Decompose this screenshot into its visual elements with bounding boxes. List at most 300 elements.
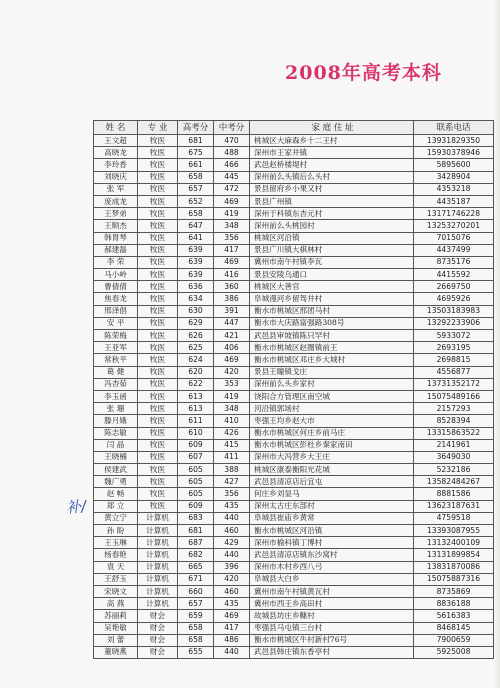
cell-major: 牧医: [138, 427, 178, 439]
table-row: [94, 135, 494, 147]
cell-gaokao: 660: [178, 585, 214, 597]
cell-major: 牧医: [138, 439, 178, 451]
table-row: [94, 561, 494, 573]
cell-name: 袁 天: [94, 561, 138, 573]
table-row: [94, 220, 494, 232]
cell-name: 韩胃琴: [94, 232, 138, 244]
table-row: [94, 415, 494, 427]
cell-address: 河沿镇郭场村: [250, 403, 414, 415]
table-row: [94, 646, 494, 658]
cell-zhongkao: 419: [214, 208, 250, 220]
table-row: [94, 512, 494, 524]
cell-name: 陈荣梅: [94, 330, 138, 342]
table-row: [94, 244, 494, 256]
table-row: [94, 281, 494, 293]
table-row: [94, 585, 494, 597]
cell-address: 深州太古庄东部村: [250, 500, 414, 512]
cell-zhongkao: 440: [214, 512, 250, 524]
cell-zhongkao: 420: [214, 573, 250, 585]
table-row: [94, 598, 494, 610]
cell-gaokao: 629: [178, 317, 214, 329]
cell-zhongkao: 469: [214, 610, 250, 622]
cell-name: 刘 蕾: [94, 634, 138, 646]
cell-phone: 4353218: [414, 183, 494, 195]
cell-major: 牧医: [138, 232, 178, 244]
cell-zhongkao: 469: [214, 256, 250, 268]
cell-address: 武邑赵桥楼堤村: [250, 159, 414, 171]
cell-name: 侯建武: [94, 464, 138, 476]
cell-zhongkao: 356: [214, 488, 250, 500]
cell-gaokao: 661: [178, 159, 214, 171]
cell-address: 武邑县清凉店镇东沙窝村: [250, 549, 414, 561]
cell-phone: 4695926: [414, 293, 494, 305]
cell-phone: 15075887316: [414, 573, 494, 585]
cell-gaokao: 657: [178, 183, 214, 195]
cell-major: 计算机: [138, 525, 178, 537]
cell-zhongkao: 469: [214, 354, 250, 366]
cell-zhongkao: 427: [214, 476, 250, 488]
cell-address: 深州前么头桃园村: [250, 220, 414, 232]
table-row: [94, 171, 494, 183]
cell-address: 衡水市桃城区邢团马村: [250, 305, 414, 317]
table-row: [94, 378, 494, 390]
cell-phone: 13731352172: [414, 378, 494, 390]
cell-gaokao: 687: [178, 537, 214, 549]
cell-major: 财会: [138, 646, 178, 658]
cell-zhongkao: 410: [214, 415, 250, 427]
table-row: [94, 476, 494, 488]
cell-name: 陈志敏: [94, 427, 138, 439]
cell-phone: 2141961: [414, 439, 494, 451]
cell-phone: 13393087955: [414, 525, 494, 537]
cell-zhongkao: 417: [214, 244, 250, 256]
cell-gaokao: 658: [178, 171, 214, 183]
cell-phone: 8528394: [414, 415, 494, 427]
cell-gaokao: 639: [178, 256, 214, 268]
cell-gaokao: 658: [178, 634, 214, 646]
cell-phone: 8881586: [414, 488, 494, 500]
cell-phone: 5925008: [414, 646, 494, 658]
cell-gaokao: 659: [178, 610, 214, 622]
cell-name: 马小岭: [94, 269, 138, 281]
cell-name: 黄立宁: [94, 512, 138, 524]
cell-gaokao: 657: [178, 598, 214, 610]
cell-major: 计算机: [138, 561, 178, 573]
cell-name: 葛 健: [94, 366, 138, 378]
cell-major: 牧医: [138, 476, 178, 488]
cell-phone: 2669750: [414, 281, 494, 293]
cell-address: 深州市大冯营乡大王庄: [250, 451, 414, 463]
cell-zhongkao: 396: [214, 561, 250, 573]
cell-address: 武邑县清凉店后宜屯: [250, 476, 414, 488]
cell-zhongkao: 406: [214, 342, 250, 354]
cell-major: 牧医: [138, 159, 178, 171]
cell-zhongkao: 419: [214, 390, 250, 402]
cell-name: 赵 畅: [94, 488, 138, 500]
table-row: [94, 500, 494, 512]
cell-address: 饶阳合方管理区南空城: [250, 390, 414, 402]
cell-major: 牧医: [138, 135, 178, 147]
header-gaokao-score: 高考分: [178, 121, 214, 135]
cell-phone: 3649030: [414, 451, 494, 463]
cell-major: 财会: [138, 610, 178, 622]
cell-zhongkao: 411: [214, 451, 250, 463]
cell-major: 牧医: [138, 378, 178, 390]
cell-zhongkao: 348: [214, 220, 250, 232]
cell-zhongkao: 435: [214, 500, 250, 512]
cell-gaokao: 681: [178, 135, 214, 147]
student-table: [93, 120, 494, 659]
cell-major: 计算机: [138, 537, 178, 549]
cell-address: 衡水市桃城区邓庄乡大城村: [250, 354, 414, 366]
header-name: 姓 名: [94, 121, 138, 135]
table-row: [94, 366, 494, 378]
table-row: [94, 293, 494, 305]
cell-zhongkao: 466: [214, 159, 250, 171]
cell-name: 孙 盼: [94, 525, 138, 537]
cell-phone: 13623187631: [414, 500, 494, 512]
table-row: [94, 159, 494, 171]
cell-zhongkao: 386: [214, 293, 250, 305]
cell-zhongkao: 388: [214, 464, 250, 476]
cell-address: 衡水市桃城区赵圈镇前王: [250, 342, 414, 354]
cell-address: 衡水市桃城区彭杜乡秦家南田: [250, 439, 414, 451]
cell-major: 牧医: [138, 305, 178, 317]
cell-phone: 8468145: [414, 622, 494, 634]
cell-phone: 13131899854: [414, 549, 494, 561]
cell-zhongkao: 415: [214, 439, 250, 451]
cell-address: 桃城区大善官: [250, 281, 414, 293]
cell-name: 张 珊: [94, 403, 138, 415]
cell-phone: 8735176: [414, 256, 494, 268]
page-title: 2008年高考本科: [285, 62, 442, 84]
cell-name: 滕月娥: [94, 415, 138, 427]
cell-address: 深州市木村乡西八弓: [250, 561, 414, 573]
cell-phone: 13582484267: [414, 476, 494, 488]
table-row: [94, 208, 494, 220]
cell-phone: 7015076: [414, 232, 494, 244]
cell-gaokao: 630: [178, 305, 214, 317]
cell-major: 牧医: [138, 464, 178, 476]
table-row: [94, 147, 494, 159]
cell-name: 常秋平: [94, 354, 138, 366]
cell-address: 景县广州镇: [250, 195, 414, 207]
cell-major: 牧医: [138, 342, 178, 354]
cell-address: 武邑县韩庄镇东香亭村: [250, 646, 414, 658]
cell-gaokao: 658: [178, 208, 214, 220]
cell-zhongkao: 445: [214, 171, 250, 183]
cell-address: 冀州市南午村镇李瓦: [250, 256, 414, 268]
cell-name: 刘晓庆: [94, 171, 138, 183]
cell-zhongkao: 435: [214, 598, 250, 610]
cell-major: 计算机: [138, 598, 178, 610]
table-header-row: [94, 121, 494, 135]
header-address: 家 庭 住 址: [250, 121, 414, 135]
cell-name: 王梦弟: [94, 208, 138, 220]
cell-gaokao: 675: [178, 147, 214, 159]
cell-address: 阜城漫河乡留驾井村: [250, 293, 414, 305]
table-row: [94, 427, 494, 439]
cell-address: 景县王瞳镇戈庄: [250, 366, 414, 378]
cell-zhongkao: 440: [214, 646, 250, 658]
cell-address: 桃城区河沿镇: [250, 232, 414, 244]
cell-phone: 8735869: [414, 585, 494, 597]
cell-gaokao: 671: [178, 573, 214, 585]
cell-major: 计算机: [138, 512, 178, 524]
cell-phone: 2693195: [414, 342, 494, 354]
cell-address: 深州前么头镇后么头村: [250, 171, 414, 183]
cell-address: 深州于科镇东杏元村: [250, 208, 414, 220]
cell-major: 牧医: [138, 269, 178, 281]
cell-gaokao: 665: [178, 561, 214, 573]
table-row: [94, 269, 494, 281]
cell-name: 苏丽莉: [94, 610, 138, 622]
table-row: [94, 330, 494, 342]
cell-name: 王晓楠: [94, 451, 138, 463]
cell-gaokao: 620: [178, 366, 214, 378]
cell-gaokao: 610: [178, 427, 214, 439]
cell-zhongkao: 440: [214, 549, 250, 561]
cell-zhongkao: 470: [214, 135, 250, 147]
cell-name: 张 军: [94, 183, 138, 195]
cell-zhongkao: 416: [214, 269, 250, 281]
cell-zhongkao: 360: [214, 281, 250, 293]
table-row: [94, 390, 494, 402]
cell-name: 李 荣: [94, 256, 138, 268]
cell-phone: 13132400109: [414, 537, 494, 549]
cell-name: 王亚军: [94, 342, 138, 354]
cell-gaokao: 639: [178, 269, 214, 281]
cell-name: 王舒玉: [94, 573, 138, 585]
cell-gaokao: 682: [178, 549, 214, 561]
cell-address: 冀州市西王乡高田村: [250, 598, 414, 610]
table-row: [94, 305, 494, 317]
table-row: [94, 256, 494, 268]
cell-gaokao: 611: [178, 415, 214, 427]
cell-major: 牧医: [138, 366, 178, 378]
cell-major: 牧医: [138, 256, 178, 268]
cell-gaokao: 609: [178, 500, 214, 512]
cell-phone: 13931829350: [414, 135, 494, 147]
table-row: [94, 622, 494, 634]
cell-gaokao: 647: [178, 220, 214, 232]
cell-name: 李玉函: [94, 390, 138, 402]
cell-major: 牧医: [138, 317, 178, 329]
table-body: [94, 135, 494, 659]
cell-zhongkao: 421: [214, 330, 250, 342]
cell-address: 景县留府乡小果又村: [250, 183, 414, 195]
cell-name: 郑 立: [94, 500, 138, 512]
cell-zhongkao: 420: [214, 366, 250, 378]
cell-major: 财会: [138, 634, 178, 646]
cell-zhongkao: 486: [214, 634, 250, 646]
cell-zhongkao: 460: [214, 585, 250, 597]
cell-phone: 13831870086: [414, 561, 494, 573]
cell-phone: 5895600: [414, 159, 494, 171]
cell-address: 枣强王均乡赵大市: [250, 415, 414, 427]
cell-phone: 5232186: [414, 464, 494, 476]
table-row: [94, 195, 494, 207]
cell-name: 王玉琳: [94, 537, 138, 549]
cell-name: 曹倩倩: [94, 281, 138, 293]
cell-address: 何庄乡刘显马: [250, 488, 414, 500]
cell-zhongkao: 417: [214, 622, 250, 634]
table-row: [94, 183, 494, 195]
cell-major: 牧医: [138, 451, 178, 463]
cell-address: 武邑县审坡镇陈只罕村: [250, 330, 414, 342]
cell-address: 故城县坊庄乡糠村: [250, 610, 414, 622]
cell-name: 庞成龙: [94, 195, 138, 207]
cell-address: 枣强县马屯镇三台村: [250, 622, 414, 634]
cell-major: 牧医: [138, 281, 178, 293]
cell-zhongkao: 353: [214, 378, 250, 390]
cell-major: 牧医: [138, 208, 178, 220]
cell-name: 安 平: [94, 317, 138, 329]
cell-gaokao: 681: [178, 525, 214, 537]
cell-major: 牧医: [138, 330, 178, 342]
cell-major: 牧医: [138, 354, 178, 366]
table-row: [94, 354, 494, 366]
cell-gaokao: 605: [178, 476, 214, 488]
cell-major: 牧医: [138, 390, 178, 402]
cell-major: 牧医: [138, 183, 178, 195]
cell-name: 杨春艳: [94, 549, 138, 561]
cell-name: 高晓龙: [94, 147, 138, 159]
cell-major: 牧医: [138, 415, 178, 427]
cell-zhongkao: 488: [214, 147, 250, 159]
cell-phone: 4556877: [414, 366, 494, 378]
cell-major: 牧医: [138, 171, 178, 183]
cell-gaokao: 613: [178, 403, 214, 415]
cell-zhongkao: 447: [214, 317, 250, 329]
cell-phone: 4415592: [414, 269, 494, 281]
cell-phone: 13315863522: [414, 427, 494, 439]
table-row: [94, 634, 494, 646]
header-major: 专 业: [138, 121, 178, 135]
cell-name: 魏广勇: [94, 476, 138, 488]
cell-name: 宋晓文: [94, 585, 138, 597]
cell-name: 吴艳敏: [94, 622, 138, 634]
cell-name: 冯杏茹: [94, 378, 138, 390]
cell-zhongkao: 426: [214, 427, 250, 439]
cell-zhongkao: 348: [214, 403, 250, 415]
cell-name: 王文超: [94, 135, 138, 147]
cell-major: 牧医: [138, 147, 178, 159]
cell-zhongkao: 472: [214, 183, 250, 195]
cell-zhongkao: 391: [214, 305, 250, 317]
cell-gaokao: 605: [178, 488, 214, 500]
cell-phone: 3428904: [414, 171, 494, 183]
cell-major: 计算机: [138, 549, 178, 561]
cell-major: 财会: [138, 622, 178, 634]
cell-address: 深州前么头乡家村: [250, 378, 414, 390]
table-row: [94, 610, 494, 622]
cell-address: 阜城县崔庙乡黄常: [250, 512, 414, 524]
cell-address: 深州市王家井镇: [250, 147, 414, 159]
header-zhongkao-score: 中考分: [214, 121, 250, 135]
cell-phone: 2157293: [414, 403, 494, 415]
cell-name: 李玲香: [94, 159, 138, 171]
cell-address: 衡水市桃城区何庄乡前马庄: [250, 427, 414, 439]
cell-gaokao: 641: [178, 232, 214, 244]
cell-address: 阜城县大白乡: [250, 573, 414, 585]
scan-edge: [494, 0, 500, 688]
cell-phone: 4759518: [414, 512, 494, 524]
cell-zhongkao: 356: [214, 232, 250, 244]
table-row: [94, 451, 494, 463]
cell-major: 牧医: [138, 195, 178, 207]
cell-phone: 13171746228: [414, 208, 494, 220]
cell-phone: 4437499: [414, 244, 494, 256]
cell-phone: 15075489166: [414, 390, 494, 402]
cell-phone: 8836188: [414, 598, 494, 610]
header-phone: 联系电话: [414, 121, 494, 135]
table-row: [94, 525, 494, 537]
cell-name: 郝建磊: [94, 244, 138, 256]
table-row: [94, 232, 494, 244]
cell-gaokao: 683: [178, 512, 214, 524]
cell-phone: 13253270201: [414, 220, 494, 232]
table-row: [94, 537, 494, 549]
cell-gaokao: 624: [178, 354, 214, 366]
table-row: [94, 342, 494, 354]
cell-zhongkao: 460: [214, 525, 250, 537]
cell-gaokao: 625: [178, 342, 214, 354]
cell-address: 衡水市桃城区牛村新村76号: [250, 634, 414, 646]
cell-name: 王顺杰: [94, 220, 138, 232]
cell-name: 闫 晶: [94, 439, 138, 451]
table-row: [94, 464, 494, 476]
cell-zhongkao: 469: [214, 195, 250, 207]
cell-phone: 13292233906: [414, 317, 494, 329]
cell-address: 景县广川镇大棋林村: [250, 244, 414, 256]
cell-gaokao: 622: [178, 378, 214, 390]
cell-major: 计算机: [138, 573, 178, 585]
cell-name: 高 燕: [94, 598, 138, 610]
cell-phone: 5616383: [414, 610, 494, 622]
table-row: [94, 488, 494, 500]
cell-name: 邢泽倡: [94, 305, 138, 317]
cell-gaokao: 639: [178, 244, 214, 256]
table-row: [94, 403, 494, 415]
cell-gaokao: 609: [178, 439, 214, 451]
cell-gaokao: 634: [178, 293, 214, 305]
cell-address: 冀州市南午村镇黄瓦村: [250, 585, 414, 597]
cell-address: 桃城区康泰衡阳光花城: [250, 464, 414, 476]
cell-address: 景县安陵乌通口: [250, 269, 414, 281]
cell-zhongkao: 429: [214, 537, 250, 549]
cell-address: 桃城区大麻森乡十二王村: [250, 135, 414, 147]
cell-gaokao: 605: [178, 464, 214, 476]
table-row: [94, 439, 494, 451]
cell-phone: 7900659: [414, 634, 494, 646]
cell-gaokao: 636: [178, 281, 214, 293]
table-row: [94, 549, 494, 561]
cell-gaokao: 658: [178, 622, 214, 634]
cell-gaokao: 607: [178, 451, 214, 463]
table-row: [94, 317, 494, 329]
cell-name: 焦春龙: [94, 293, 138, 305]
cell-gaokao: 613: [178, 390, 214, 402]
cell-major: 牧医: [138, 220, 178, 232]
cell-phone: 2698815: [414, 354, 494, 366]
cell-phone: 13503183983: [414, 305, 494, 317]
cell-name: 董晓燕: [94, 646, 138, 658]
table-row: [94, 573, 494, 585]
cell-gaokao: 655: [178, 646, 214, 658]
cell-gaokao: 652: [178, 195, 214, 207]
cell-address: 深州市榆科镇丁博村: [250, 537, 414, 549]
